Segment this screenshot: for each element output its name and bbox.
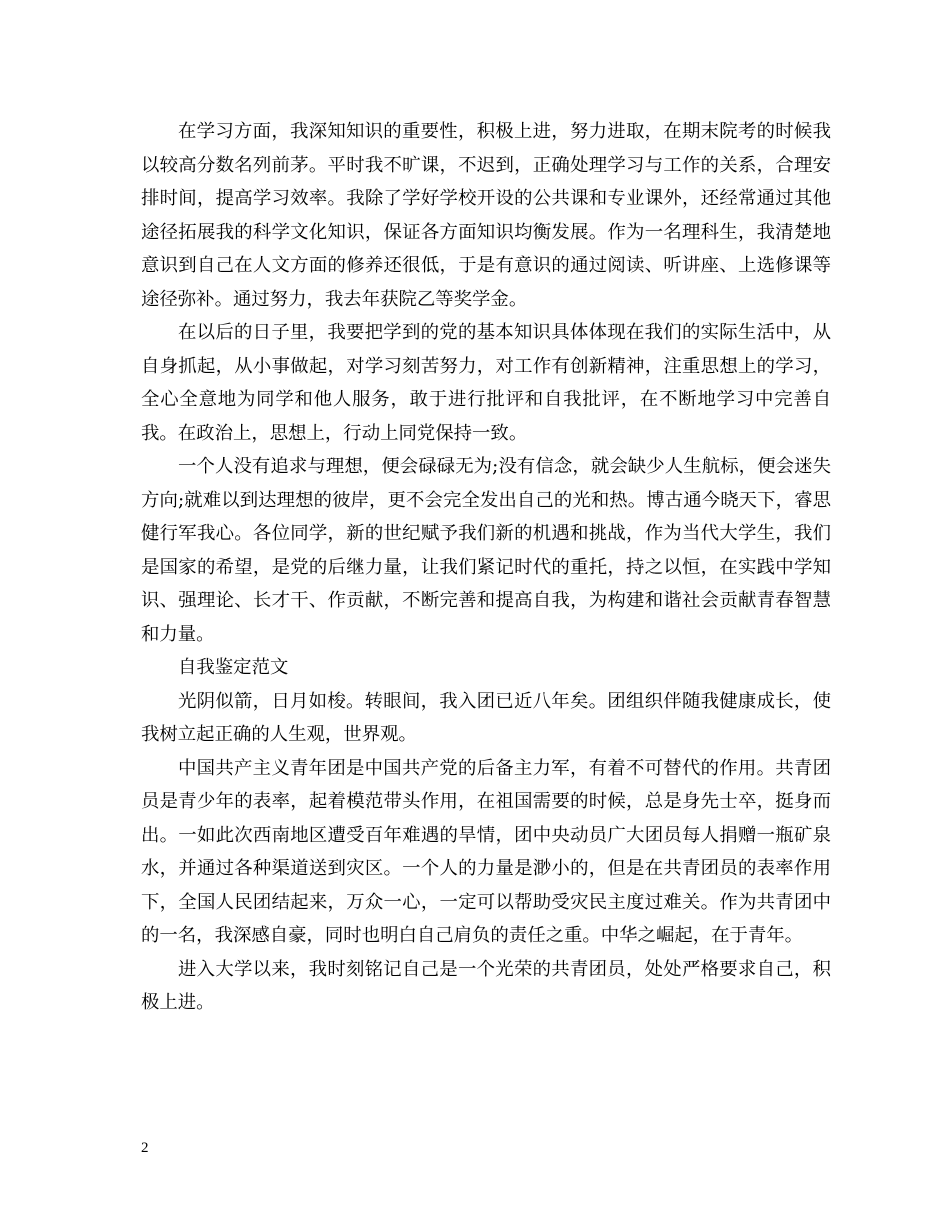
- paragraph-league-join: 光阴似箭，日月如梭。转眼间，我入团已近八年矣。团组织伴随我健康成长，使我树立起正确的人生观，世界观。: [141, 690, 831, 745]
- paragraph-university: 进入大学以来，我时刻铭记自己是一个光荣的共青团员，处处严格要求自己，积极上进。: [141, 958, 831, 1013]
- page-number: 2: [141, 1140, 149, 1156]
- paragraph-future: 在以后的日子里，我要把学到的党的基本知识具体体现在我们的实际生活中，从自身抓起，从小事做起，对学习刻苦努力，对工作有创新精神，注重思想上的学习，全心全意地为同学和他人服务，敢于进行批评和自我批评，在不断地学习中完善自我。在政治上，思想上，行动上同党保持一致。: [141, 322, 831, 444]
- paragraph-ideals: 一个人没有追求与理想，便会碌碌无为;没有信念，就会缺少人生航标，便会迷失方向;就难以到达理想的彼岸，更不会完全发出自己的光和热。博古通今晓天下，睿思健行军我心。各位同学，新的世纪赋予我们新的机遇和挑战，作为当代大学生，我们是国家的希望，是党的后继力量，让我们紧记时代的重托，持之以恒，在实践中学知识、强理论、长才干、作贡献，不断完善和提高自我，为构建和谐社会贡献青春智慧和力量。: [141, 456, 831, 645]
- paragraph-study: 在学习方面，我深知知识的重要性，积极上进，努力进取，在期末院考的时候我以较高分数名列前茅。平时我不旷课，不迟到，正确处理学习与工作的关系，合理安排时间，提高学习效率。我除了学好学校开设的公共课和专业课外，还经常通过其他途径拓展我的科学文化知识，保证各方面知识均衡发展。作为一名理科生，我清楚地意识到自己在人文方面的修养还很低，于是有意识的通过阅读、听讲座、上选修课等途径弥补。通过努力，我去年获院乙等奖学金。: [141, 121, 831, 310]
- document-body: [141, 115, 831, 1020]
- section-heading: 自我鉴定范文: [178, 657, 289, 678]
- paragraph-league-role: 中国共产主义青年团是中国共产党的后备主力军，有着不可替代的作用。共青团员是青少年的表率，起着模范带头作用，在祖国需要的时候，总是身先士卒，挺身而出。一如此次西南地区遭受百年难遇的旱情，团中央动员广大团员每人捐赠一瓶矿泉水，并通过各种渠道送到灾区。一个人的力量是渺小的，但是在共青团员的表率作用下，全国人民团结起来，万众一心，一定可以帮助受灾民主度过难关。作为共青团中的一名，我深感自豪，同时也明白自己肩负的责任之重。中华之崛起，在于青年。: [141, 757, 831, 946]
